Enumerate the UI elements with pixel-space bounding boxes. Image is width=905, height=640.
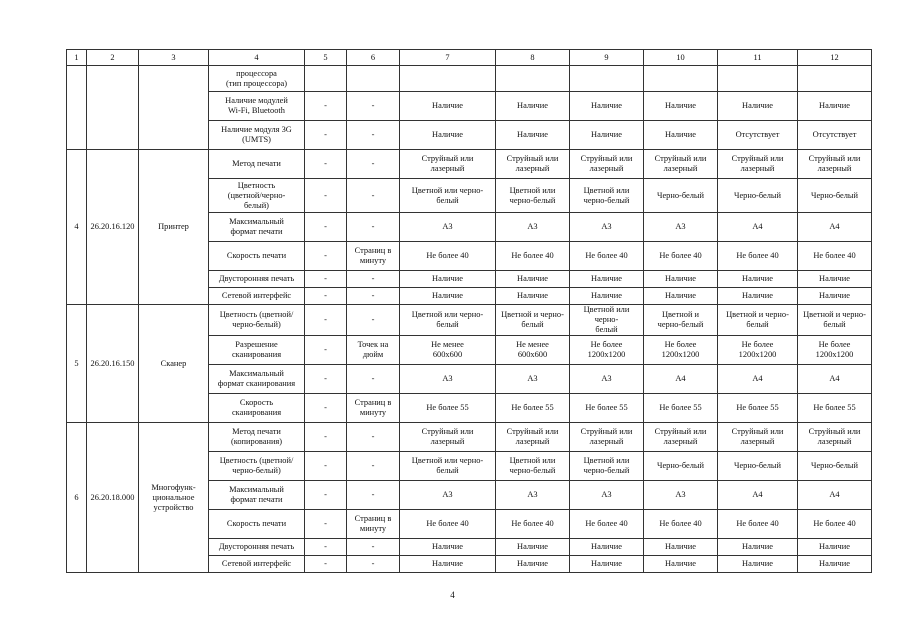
header-cell: 7 — [400, 50, 496, 66]
value-cell: Не менее 600x600 — [400, 336, 496, 365]
value-cell: - — [305, 336, 347, 365]
value-cell: Струйный или лазерный — [718, 423, 798, 452]
value-cell: Наличие — [798, 271, 872, 288]
value-cell: - — [347, 179, 400, 213]
value-cell: Цветной или черно-белый — [496, 452, 570, 481]
value-cell — [400, 66, 496, 92]
value-cell: - — [305, 556, 347, 573]
value-cell: Наличие — [400, 92, 496, 121]
value-cell: Струйный или лазерный — [496, 150, 570, 179]
value-cell: Не более 55 — [644, 394, 718, 423]
value-cell: - — [347, 150, 400, 179]
value-cell: Страниц в минуту — [347, 242, 400, 271]
value-cell: А4 — [798, 481, 872, 510]
header-cell: 2 — [87, 50, 139, 66]
header-cell: 6 — [347, 50, 400, 66]
page-number: 4 — [450, 590, 455, 600]
value-cell: А4 — [718, 481, 798, 510]
value-cell — [347, 66, 400, 92]
value-cell: Не более 55 — [798, 394, 872, 423]
value-cell: Не более 40 — [798, 510, 872, 539]
value-cell: - — [305, 365, 347, 394]
value-cell: Наличие — [400, 121, 496, 150]
value-cell: Отсутствует — [718, 121, 798, 150]
characteristic-cell: Наличие модулей Wi-Fi, Bluetooth — [209, 92, 305, 121]
value-cell: Наличие — [718, 288, 798, 305]
value-cell: Не более 1200x1200 — [798, 336, 872, 365]
value-cell: Наличие — [644, 121, 718, 150]
value-cell: - — [347, 213, 400, 242]
value-cell: Не более 55 — [400, 394, 496, 423]
header-cell: 3 — [139, 50, 209, 66]
value-cell: - — [347, 452, 400, 481]
characteristic-cell: Скорость печати — [209, 510, 305, 539]
value-cell: А3 — [644, 213, 718, 242]
value-cell: Цветной или черно-белый — [570, 179, 644, 213]
value-cell: - — [347, 121, 400, 150]
value-cell: - — [305, 423, 347, 452]
value-cell: Наличие — [798, 92, 872, 121]
table-row — [67, 150, 872, 179]
value-cell: Наличие — [570, 556, 644, 573]
value-cell: Наличие — [400, 556, 496, 573]
value-cell: - — [305, 92, 347, 121]
value-cell: А3 — [570, 213, 644, 242]
value-cell: Цветной или черно-белый — [570, 452, 644, 481]
value-cell: Струйный или лазерный — [798, 423, 872, 452]
device-name-cell: Принтер — [139, 150, 209, 305]
value-cell: - — [305, 394, 347, 423]
characteristic-cell: Метод печати (копирования) — [209, 423, 305, 452]
value-cell: Наличие — [570, 539, 644, 556]
value-cell: А4 — [798, 213, 872, 242]
item-number-cell: 4 — [67, 150, 87, 305]
characteristic-cell: Двусторонняя печать — [209, 539, 305, 556]
characteristic-cell: Сетевой интерфейс — [209, 288, 305, 305]
characteristic-cell: Цветность (цветной/ черно-белый) — [209, 452, 305, 481]
value-cell: Наличие — [400, 288, 496, 305]
characteristic-cell: Сетевой интерфейс — [209, 556, 305, 573]
value-cell: А3 — [400, 365, 496, 394]
value-cell: Цветной и черно- белый — [798, 305, 872, 336]
value-cell: Наличие — [496, 271, 570, 288]
value-cell: Цветной и черно- белый — [496, 305, 570, 336]
value-cell: Цветной и черно-белый — [644, 305, 718, 336]
characteristic-cell: Максимальный формат печати — [209, 481, 305, 510]
value-cell: А3 — [496, 365, 570, 394]
value-cell: Наличие — [496, 288, 570, 305]
value-cell: Не более 40 — [400, 242, 496, 271]
value-cell: - — [305, 150, 347, 179]
spec-table — [66, 49, 872, 573]
value-cell: Точек на дюйм — [347, 336, 400, 365]
value-cell: Струйный или лазерный — [400, 423, 496, 452]
value-cell: Наличие — [644, 271, 718, 288]
value-cell: - — [347, 556, 400, 573]
value-cell: Страниц в минуту — [347, 510, 400, 539]
value-cell: Наличие — [400, 271, 496, 288]
characteristic-cell: Скорость печати — [209, 242, 305, 271]
characteristic-cell: Метод печати — [209, 150, 305, 179]
value-cell: - — [305, 305, 347, 336]
characteristic-cell: Наличие модуля 3G (UMTS) — [209, 121, 305, 150]
header-cell: 9 — [570, 50, 644, 66]
value-cell: Наличие — [718, 556, 798, 573]
value-cell: Струйный или лазерный — [644, 423, 718, 452]
characteristic-cell: Цветность (цветной/ черно-белый) — [209, 305, 305, 336]
value-cell: - — [347, 305, 400, 336]
value-cell — [644, 66, 718, 92]
value-cell: Не более 1200x1200 — [570, 336, 644, 365]
value-cell: - — [305, 242, 347, 271]
value-cell: - — [305, 288, 347, 305]
value-cell — [798, 66, 872, 92]
value-cell: А3 — [496, 481, 570, 510]
device-name-cell — [139, 66, 209, 150]
device-name-cell: Многофунк- циональное устройство — [139, 423, 209, 573]
value-cell: - — [305, 179, 347, 213]
characteristic-cell: Двусторонняя печать — [209, 271, 305, 288]
value-cell: Черно-белый — [644, 452, 718, 481]
value-cell: - — [305, 539, 347, 556]
value-cell: Не более 40 — [644, 510, 718, 539]
value-cell: Не более 40 — [496, 510, 570, 539]
value-cell: А4 — [718, 213, 798, 242]
value-cell: Наличие — [570, 271, 644, 288]
value-cell: Наличие — [496, 539, 570, 556]
value-cell: Наличие — [644, 288, 718, 305]
value-cell: А3 — [496, 213, 570, 242]
value-cell: Наличие — [798, 288, 872, 305]
characteristic-cell: Цветность (цветной/черно- белый) — [209, 179, 305, 213]
header-cell: 4 — [209, 50, 305, 66]
item-number-cell: 5 — [67, 305, 87, 423]
value-cell: Не менее 600x600 — [496, 336, 570, 365]
value-cell — [496, 66, 570, 92]
value-cell — [718, 66, 798, 92]
value-cell: А3 — [644, 481, 718, 510]
value-cell: Не более 40 — [570, 242, 644, 271]
value-cell: Струйный или лазерный — [718, 150, 798, 179]
value-cell: А3 — [570, 365, 644, 394]
value-cell: Наличие — [644, 539, 718, 556]
value-cell: - — [305, 510, 347, 539]
value-cell: Наличие — [570, 92, 644, 121]
value-cell: Струйный или лазерный — [496, 423, 570, 452]
value-cell: Не более 40 — [496, 242, 570, 271]
header-cell: 10 — [644, 50, 718, 66]
value-cell: А4 — [644, 365, 718, 394]
okpd-code-cell: 26.20.18.000 — [87, 423, 139, 573]
header-cell: 12 — [798, 50, 872, 66]
table-row — [67, 423, 872, 452]
value-cell — [305, 66, 347, 92]
header-cell: 11 — [718, 50, 798, 66]
value-cell: Струйный или лазерный — [798, 150, 872, 179]
okpd-code-cell: 26.20.16.150 — [87, 305, 139, 423]
value-cell: Черно-белый — [718, 179, 798, 213]
value-cell: Цветной и черно- белый — [718, 305, 798, 336]
item-number-cell — [67, 66, 87, 150]
value-cell: - — [347, 539, 400, 556]
item-number-cell: 6 — [67, 423, 87, 573]
value-cell: Струйный или лазерный — [400, 150, 496, 179]
value-cell: А3 — [400, 481, 496, 510]
table-row — [67, 305, 872, 336]
value-cell: Наличие — [496, 121, 570, 150]
characteristic-cell: Разрешение сканирования — [209, 336, 305, 365]
value-cell: Цветной или черно- белый — [400, 452, 496, 481]
characteristic-cell: Максимальный формат печати — [209, 213, 305, 242]
value-cell: Наличие — [570, 288, 644, 305]
value-cell: Не более 40 — [718, 510, 798, 539]
value-cell: Цветной или черно- белый — [570, 305, 644, 336]
value-cell: А4 — [798, 365, 872, 394]
characteristic-cell: процессора (тип процессора) — [209, 66, 305, 92]
value-cell: Черно-белый — [798, 452, 872, 481]
value-cell: Не более 1200x1200 — [718, 336, 798, 365]
value-cell: - — [305, 452, 347, 481]
value-cell: А3 — [570, 481, 644, 510]
value-cell: - — [305, 481, 347, 510]
value-cell: Не более 1200x1200 — [644, 336, 718, 365]
value-cell: Страниц в минуту — [347, 394, 400, 423]
table-row — [67, 66, 872, 92]
value-cell: Наличие — [718, 92, 798, 121]
value-cell: Черно-белый — [798, 179, 872, 213]
value-cell: - — [305, 213, 347, 242]
value-cell: Не более 40 — [644, 242, 718, 271]
value-cell: Цветной или черно- белый — [400, 179, 496, 213]
value-cell: Наличие — [644, 92, 718, 121]
okpd-code-cell: 26.20.16.120 — [87, 150, 139, 305]
value-cell: Не более 40 — [570, 510, 644, 539]
value-cell: - — [347, 92, 400, 121]
value-cell: - — [347, 288, 400, 305]
value-cell: Наличие — [798, 556, 872, 573]
value-cell: Не более 55 — [570, 394, 644, 423]
header-cell: 8 — [496, 50, 570, 66]
value-cell: Не более 40 — [798, 242, 872, 271]
value-cell: Не более 55 — [718, 394, 798, 423]
value-cell: А4 — [718, 365, 798, 394]
value-cell: Черно-белый — [644, 179, 718, 213]
value-cell: - — [305, 271, 347, 288]
value-cell: Черно-белый — [718, 452, 798, 481]
value-cell: Не более 55 — [496, 394, 570, 423]
okpd-code-cell — [87, 66, 139, 150]
header-cell: 5 — [305, 50, 347, 66]
value-cell: Отсутствует — [798, 121, 872, 150]
value-cell: Наличие — [718, 539, 798, 556]
value-cell: Наличие — [718, 271, 798, 288]
value-cell: Струйный или лазерный — [570, 150, 644, 179]
value-cell: Струйный или лазерный — [644, 150, 718, 179]
value-cell: - — [347, 271, 400, 288]
value-cell: Не более 40 — [400, 510, 496, 539]
value-cell: Наличие — [798, 539, 872, 556]
value-cell: Цветной или черно- белый — [400, 305, 496, 336]
value-cell: Наличие — [496, 556, 570, 573]
value-cell: Струйный или лазерный — [570, 423, 644, 452]
header-cell: 1 — [67, 50, 87, 66]
value-cell: А3 — [400, 213, 496, 242]
value-cell: Цветной или черно-белый — [496, 179, 570, 213]
header-row — [67, 50, 872, 66]
characteristic-cell: Скорость сканирования — [209, 394, 305, 423]
value-cell: - — [305, 121, 347, 150]
characteristic-cell: Максимальный формат сканирования — [209, 365, 305, 394]
value-cell: - — [347, 365, 400, 394]
value-cell: Наличие — [496, 92, 570, 121]
value-cell — [570, 66, 644, 92]
value-cell: Не более 40 — [718, 242, 798, 271]
value-cell: - — [347, 481, 400, 510]
value-cell: Наличие — [570, 121, 644, 150]
value-cell: Наличие — [400, 539, 496, 556]
device-name-cell: Сканер — [139, 305, 209, 423]
value-cell: - — [347, 423, 400, 452]
value-cell: Наличие — [644, 556, 718, 573]
